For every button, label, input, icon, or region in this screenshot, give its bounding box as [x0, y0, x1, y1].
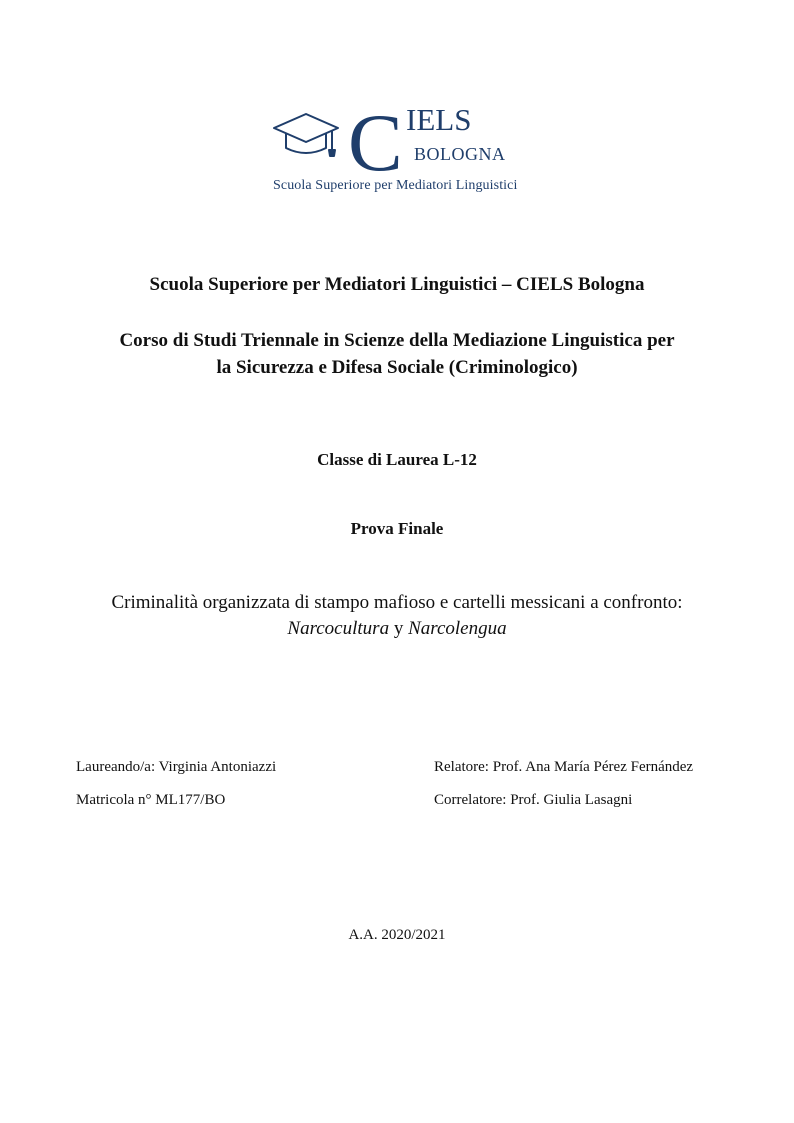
academic-year: A.A. 2020/2021	[348, 927, 446, 943]
logo-city: BOLOGNA	[414, 144, 506, 164]
thesis-term-2: Narcolengua	[408, 618, 507, 639]
school-name: Scuola Superiore per Mediatori Linguistici – CIELS Bologna	[149, 274, 645, 295]
logo-tagline: Scuola Superiore per Mediatori Linguistici	[273, 178, 518, 193]
thesis-title-line-2	[0, 616, 794, 642]
thesis-title-line-1: Criminalità organizzata di stampo mafioso e cartelli messicani a confronto:	[111, 592, 683, 613]
exam-type: Prova Finale	[350, 519, 444, 538]
logo-wordmark: IELS	[406, 102, 472, 137]
thesis-title	[0, 590, 794, 642]
logo-letter-c: C	[348, 100, 403, 180]
course-title-line-2: la Sicurezza e Difesa Sociale (Criminologico)	[216, 357, 578, 378]
ciels-logo-graphic	[270, 100, 530, 180]
course-title	[0, 327, 794, 381]
supervisor-name: Relatore: Prof. Ana María Pérez Fernández	[434, 759, 694, 775]
student-matricola: Matricola n° ML177/BO	[76, 792, 226, 808]
ciels-logo	[270, 100, 530, 196]
co-supervisor-name: Correlatore: Prof. Giulia Lasagni	[434, 792, 633, 808]
graduation-cap-icon	[274, 114, 338, 156]
thesis-conjunction: y	[389, 618, 409, 639]
student-name: Laureando/a: Virginia Antoniazzi	[76, 759, 277, 775]
degree-class: Classe di Laurea L-12	[317, 450, 477, 469]
thesis-term-1: Narcocultura	[287, 618, 390, 639]
course-title-line-1: Corso di Studi Triennale in Scienze della Mediazione Linguistica per	[119, 330, 675, 351]
